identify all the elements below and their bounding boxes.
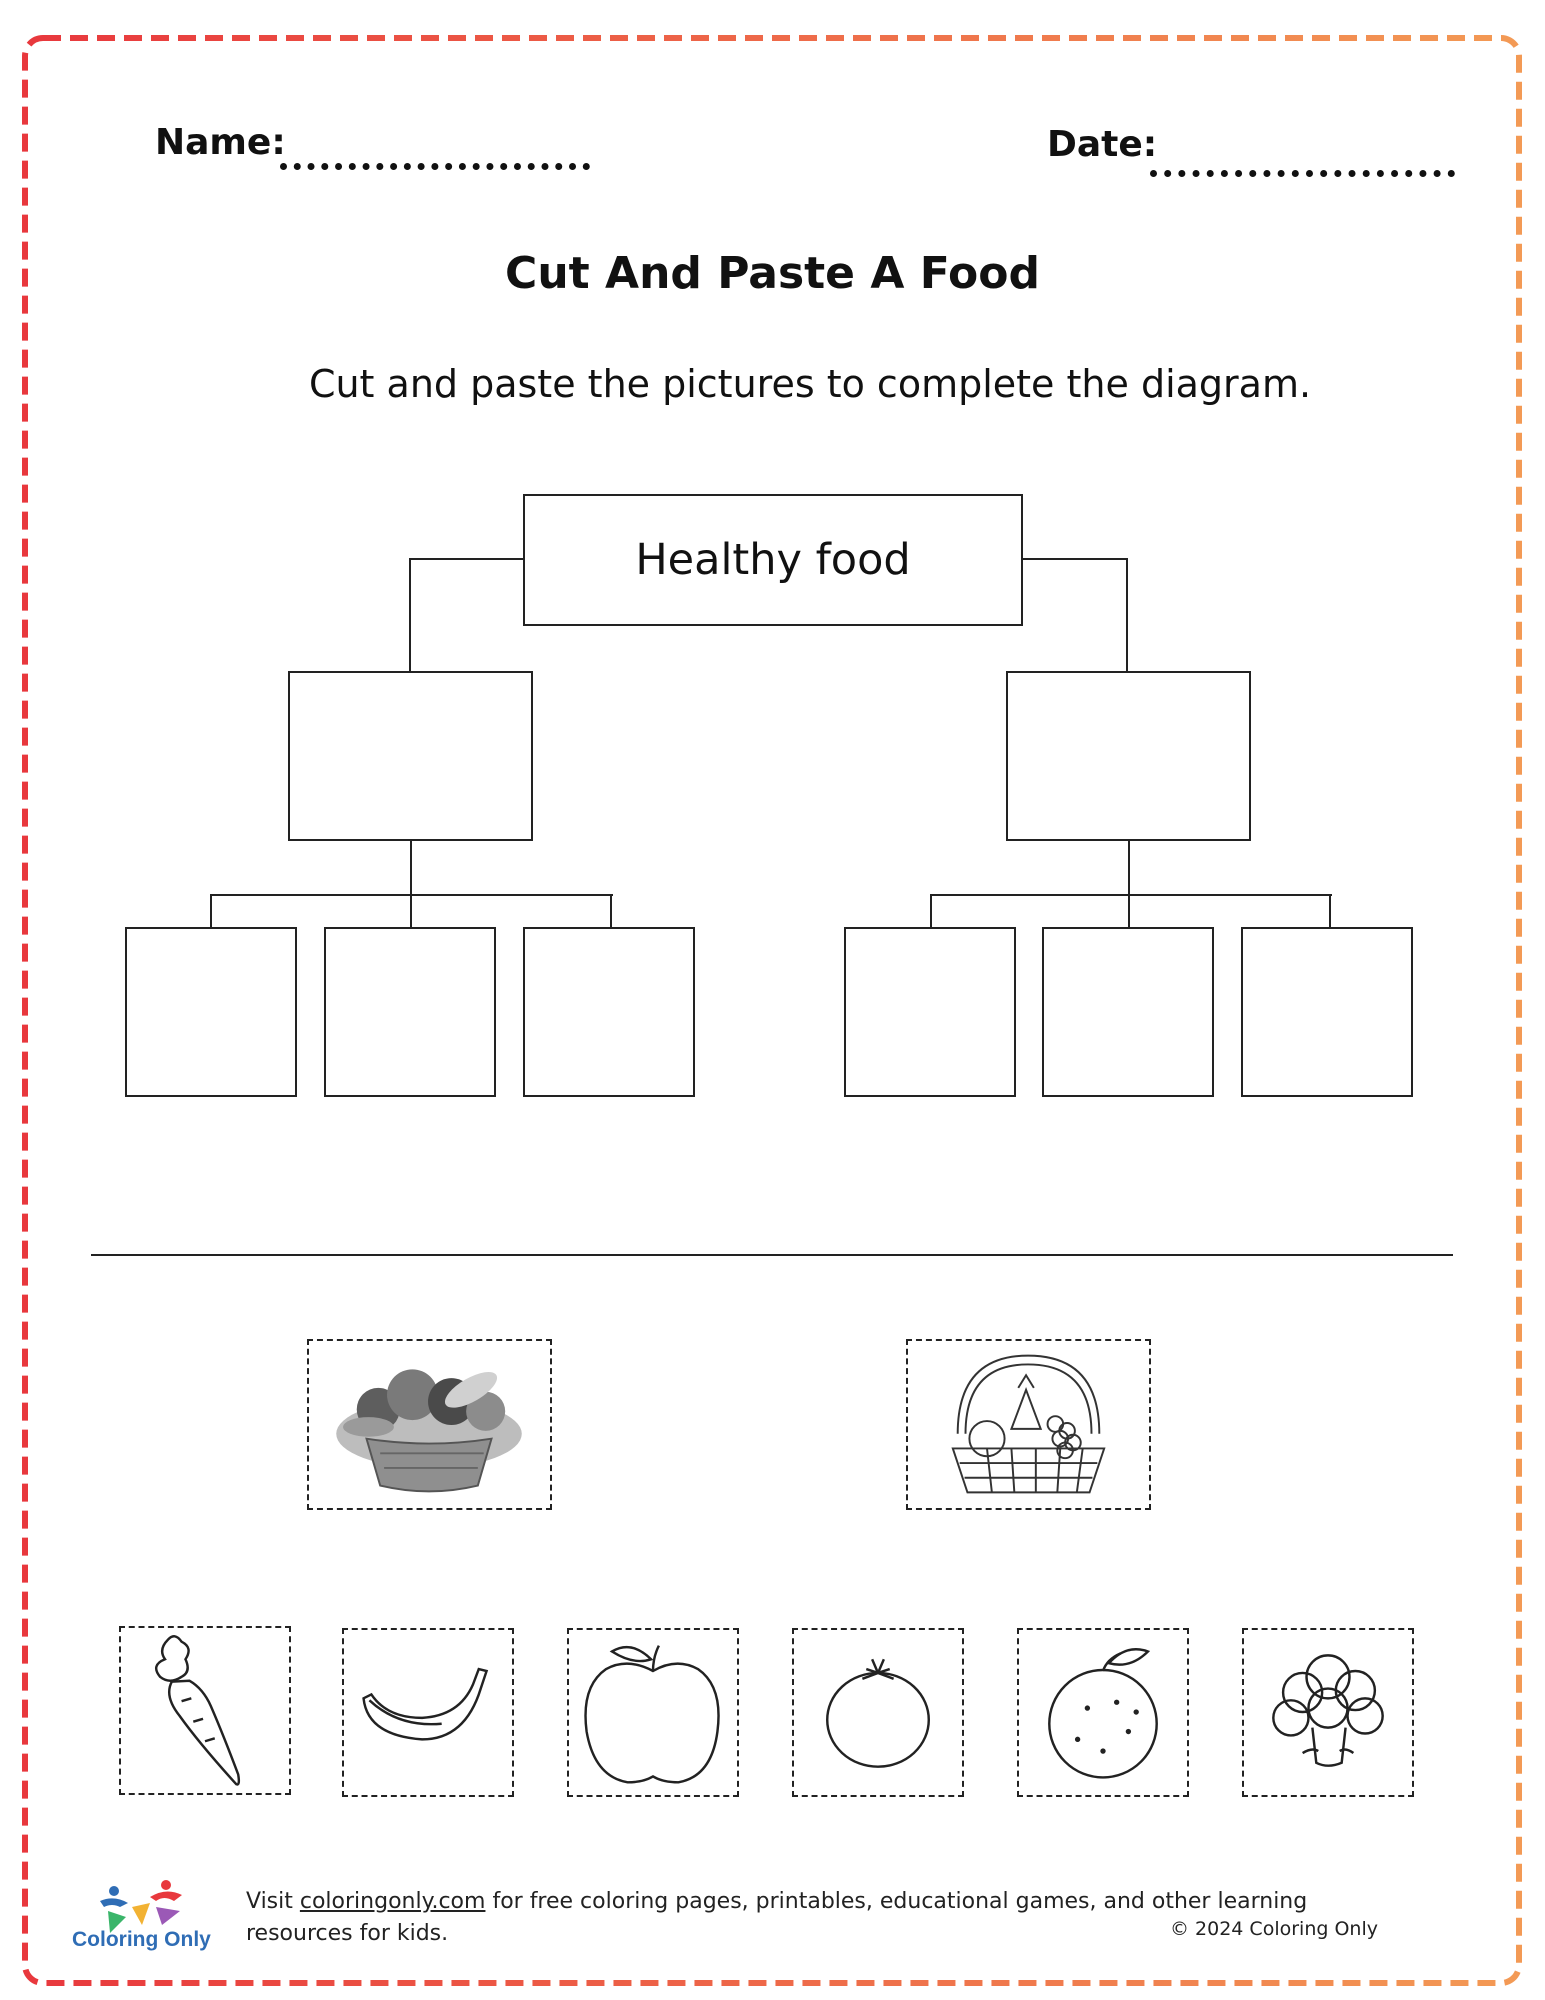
connector [930,894,1332,896]
page-title: Cut And Paste A Food [505,248,1040,299]
category-box-left[interactable] [288,671,533,841]
connector [1126,558,1128,672]
connector [409,558,411,672]
fruit-basket-icon [908,1341,1149,1508]
connector [410,840,412,928]
carrot-cutout[interactable] [119,1626,291,1795]
connector [210,894,613,896]
banana-cutout[interactable] [342,1628,514,1797]
cut-line-separator [91,1254,1453,1256]
item-box[interactable] [523,927,695,1097]
root-label: Healthy food [635,535,911,585]
connector [1128,840,1130,928]
banana-icon [344,1630,512,1795]
broccoli-cutout[interactable] [1242,1628,1414,1797]
tomato-icon [794,1630,962,1795]
connector [930,894,932,928]
instruction-text: Cut and paste the pictures to complete the diagram. [308,362,1312,406]
category-box-right[interactable] [1006,671,1251,841]
apple-icon [569,1630,737,1795]
item-box[interactable] [844,927,1016,1097]
carrot-icon [121,1628,289,1793]
orange-icon [1019,1630,1187,1795]
vegetable-basket-cutout[interactable] [307,1339,552,1510]
footer-link[interactable]: coloringonly.com [299,1889,486,1914]
root-box [523,494,1023,626]
item-box[interactable] [324,927,496,1097]
connector [610,894,612,928]
item-box[interactable] [1241,927,1413,1097]
footer-prefix: Visit [246,1889,300,1914]
fruit-basket-cutout[interactable] [906,1339,1151,1510]
name-label: Name: [155,122,286,163]
connector [409,558,524,560]
copyright-text: © 2024 Coloring Only [1170,1918,1378,1940]
item-box[interactable] [125,927,297,1097]
connector [1329,894,1331,928]
date-label: Date: [1047,124,1158,165]
name-field[interactable] [280,163,590,170]
item-box[interactable] [1042,927,1214,1097]
apple-cutout[interactable] [567,1628,739,1797]
orange-cutout[interactable] [1017,1628,1189,1797]
footer-suffix: for free coloring pages, printables, educational games, and other learning resources for kids. [246,1889,1308,1946]
connector [1022,558,1128,560]
tomato-cutout[interactable] [792,1628,964,1797]
connector [210,894,212,928]
logo-text: Coloring Only [72,1928,211,1951]
date-field[interactable] [1150,170,1455,177]
broccoli-icon [1244,1630,1412,1795]
vegetable-basket-icon [309,1341,550,1508]
